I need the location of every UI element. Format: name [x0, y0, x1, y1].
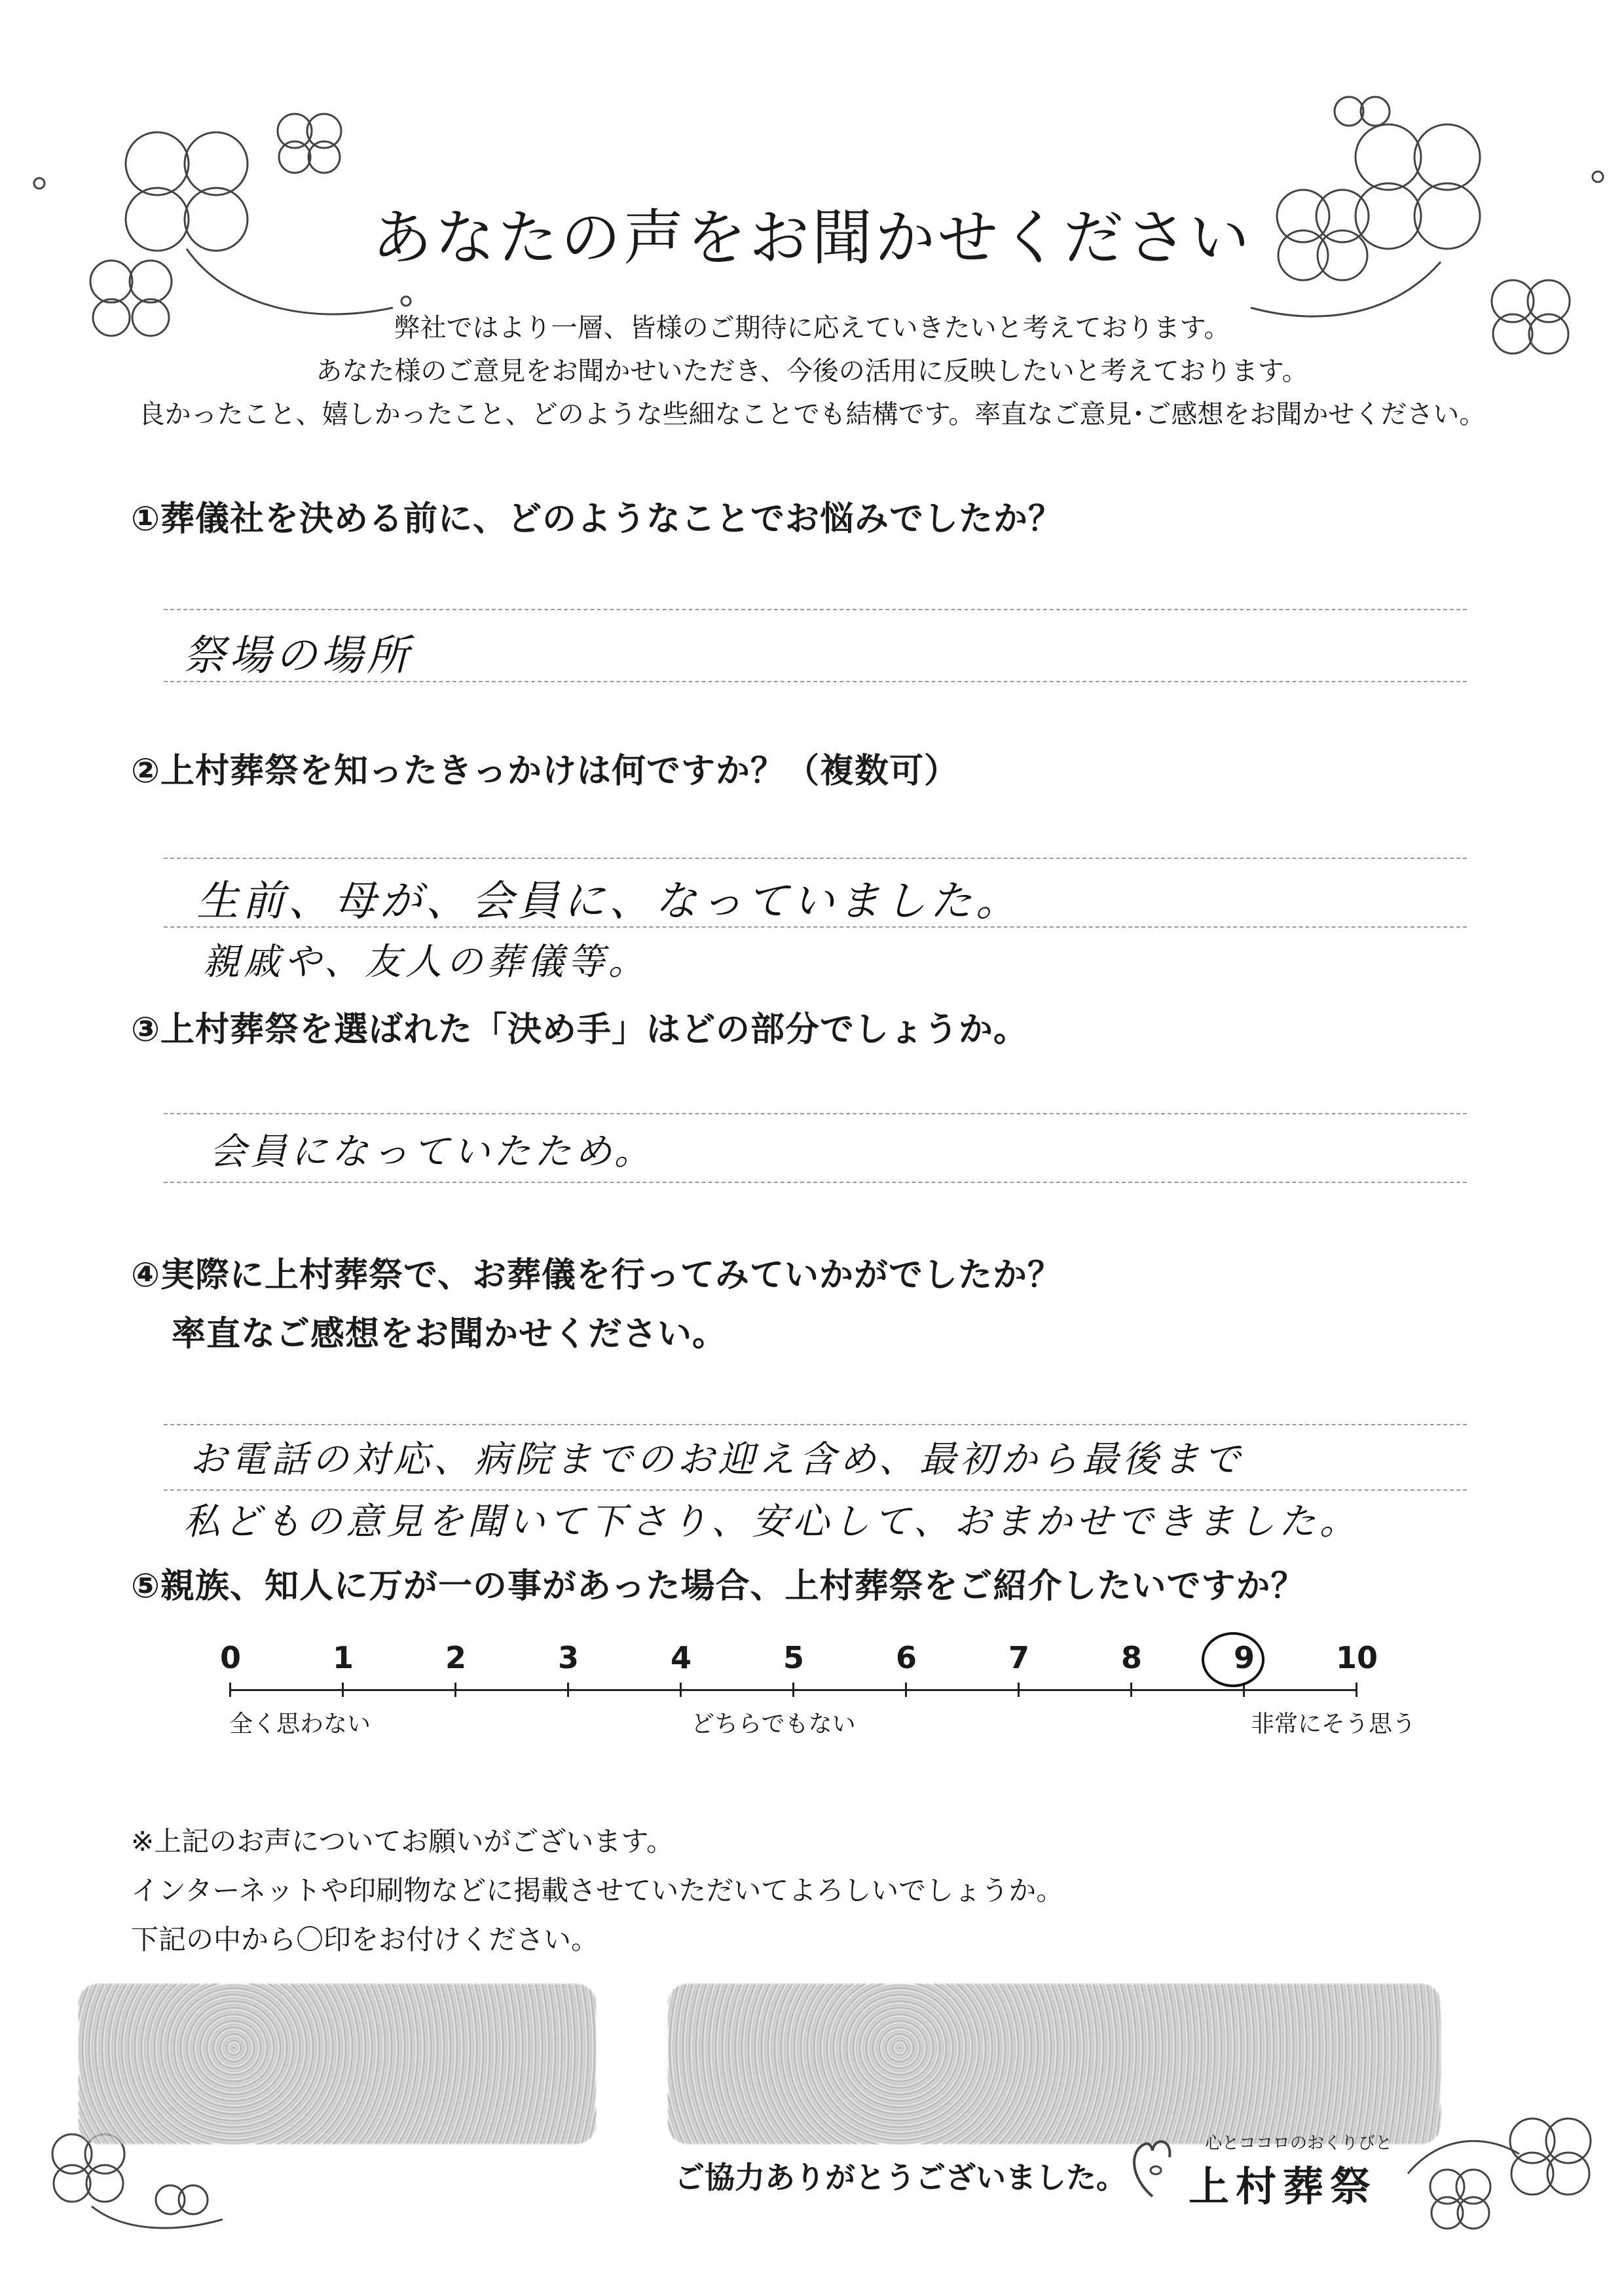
- rating-tick: [1130, 1683, 1132, 1697]
- question-2-label: ②上村葬祭を知ったきっかけは何ですか？（複数可）: [131, 752, 959, 791]
- question-3-answer: 会員になっていたため。: [210, 1131, 655, 1173]
- answer-rule: [164, 1489, 1467, 1491]
- rating-tick: [342, 1683, 344, 1697]
- rating-tick: [567, 1683, 569, 1697]
- note-line-1: ※上記のお声についてお願いがございます。: [131, 1825, 674, 1857]
- rating-number-8: 8: [1120, 1640, 1142, 1675]
- answer-rule: [164, 681, 1467, 682]
- question-1-label: ①葬儀社を決める前に、どのようなことでお悩みでしたか？: [131, 500, 1063, 539]
- rating-tick: [905, 1683, 907, 1697]
- rating-number-0: 0: [219, 1640, 241, 1675]
- question-5-label: ⑤親族、知人に万が一の事があった場合、上村葬祭をご紹介したいですか？: [131, 1567, 1306, 1606]
- rating-tick: [680, 1683, 682, 1697]
- rating-caption-high: 非常にそう思う: [1251, 1711, 1416, 1738]
- rating-number-3: 3: [557, 1640, 579, 1675]
- rating-tick: [454, 1683, 456, 1697]
- question-2-answer-line-1: 生前、母が、会員に、なっていました。: [196, 877, 1022, 926]
- intro-line-2: あなた様のご意見をお聞かせいただき、今後の活用に反映したいと考えております。: [316, 356, 1308, 386]
- rating-caption-mid: どちらでもない: [691, 1711, 856, 1738]
- heart-logo-icon: [1126, 2131, 1179, 2203]
- rating-tick: [792, 1683, 794, 1697]
- rating-tick: [1018, 1683, 1020, 1697]
- rating-number-10: 10: [1335, 1640, 1378, 1675]
- intro-line-1: 弊社ではより一層、皆様のご期待に応えていきたいと考えております。: [394, 313, 1230, 343]
- redacted-area-right: [668, 1984, 1441, 2144]
- rating-number-6: 6: [895, 1640, 917, 1675]
- rating-caption-low: 全く思わない: [229, 1711, 371, 1738]
- answer-rule: [164, 926, 1467, 928]
- rating-number-7: 7: [1008, 1640, 1029, 1675]
- question-4-answer-line-1: お電話の対応、病院までのお迎え含め、最初から最後まで: [190, 1438, 1244, 1481]
- question-4-label-line-2: 率直なご感想をお聞かせください。: [172, 1315, 728, 1354]
- redacted-area-left: [79, 1984, 596, 2144]
- answer-rule: [164, 858, 1467, 859]
- intro-line-3: 良かったこと、嬉しかったこと、どのような些細なことでも結構です。率直なご意見･ご感想をお聞かせください。: [138, 399, 1486, 429]
- answer-rule: [164, 1424, 1467, 1425]
- question-3-label: ③上村葬祭を選ばれた「決め手」はどの部分でしょうか。: [131, 1010, 1029, 1049]
- note-line-2: インターネットや印刷物などに掲載させていただいてよろしいでしょうか。: [131, 1874, 1064, 1906]
- rating-tick: [229, 1683, 231, 1697]
- question-4-label: ④実際に上村葬祭で、お葬儀を行ってみていかがでしたか？: [131, 1256, 1062, 1295]
- rating-number-1: 1: [332, 1640, 354, 1675]
- brand-name: 上村葬祭: [1189, 2162, 1378, 2210]
- thanks-message: ご協力ありがとうございました。: [674, 2160, 1126, 2195]
- question-2-answer-line-2: 親戚や、友人の葬儀等。: [203, 941, 649, 983]
- note-line-3: 下記の中から〇印をお付けください。: [131, 1923, 599, 1956]
- rating-number-4: 4: [670, 1640, 692, 1675]
- answer-rule: [164, 1182, 1467, 1183]
- answer-rule: [164, 609, 1467, 610]
- rating-tick: [1356, 1683, 1357, 1697]
- question-4-answer-line-2: 私どもの意見を聞いて下さり、安心して、おまかせできました。: [183, 1501, 1360, 1543]
- question-1-answer: 祭場の場所: [183, 632, 413, 680]
- rating-selected-circle: [1195, 1627, 1274, 1692]
- answer-rule: [164, 1113, 1467, 1114]
- brand-tagline: 心とココロのおくりびと: [1205, 2134, 1393, 2153]
- page-title: あなたの声をお聞かせください: [371, 203, 1252, 273]
- rating-number-5: 5: [783, 1640, 804, 1675]
- rating-number-2: 2: [445, 1640, 466, 1675]
- rating-number-9: 9: [1233, 1640, 1255, 1675]
